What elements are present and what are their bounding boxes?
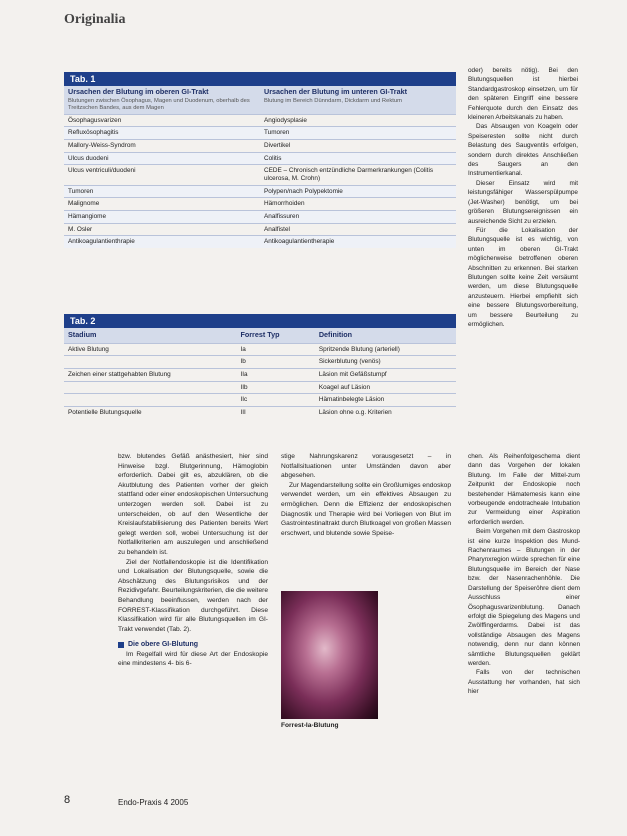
paragraph: Beim Vorgehen mit dem Gastroskop ist eine kurze Inspektion des Mund-Rachenraumes – Blutungen in der Pharynxregion würde sprechen für eine Blutungsquelle im Bereich der Nase bzw. der Nasenrachenhöhle. Die Darstellung der Speiseröhre dient dem Ausschluss einer Ösophagusvarizenblutung. Danach erfolgt die Spiegelung des Magens und Zwölffingerdarms. Dabei ist das vollständige Absaugen des Magens notwendig, denn nur dann können sämtliche Blutungsquellen geklärt werden. xyxy=(468,528,580,667)
definition-cell: Hämatinbelegte Läsion xyxy=(315,394,456,407)
table-1-header-right-sub: Blutung im Bereich Dünndarm, Dickdarm und Rektum xyxy=(264,97,402,104)
photo-caption: Forrest-Ia-Blutung xyxy=(281,722,339,729)
upper-gi-cause-cell: Ulcus ventriculi/duodeni xyxy=(64,165,260,185)
table-row xyxy=(64,407,456,419)
table-row xyxy=(64,394,456,407)
definition-cell: Spritzende Blutung (arteriell) xyxy=(315,343,456,356)
table-row xyxy=(64,152,456,165)
definition-cell: Läsion mit Gefäßstumpf xyxy=(315,369,456,382)
upper-gi-cause-cell: Mallory-Weiss-Syndrom xyxy=(64,139,260,152)
table-2-header-stadium: Stadium xyxy=(64,328,236,343)
table-row xyxy=(64,211,456,224)
lower-gi-cause-cell: Hämorrhoiden xyxy=(260,198,456,211)
table-row xyxy=(64,127,456,140)
paragraph: Das Absaugen von Koageln oder Speiseresten sollte nicht durch Belastung des Saugventils erfolgen, sondern durch direktes Anschließen des Saugers an den Instrumentierkanal. xyxy=(468,123,578,178)
stadium-cell xyxy=(64,381,236,394)
upper-gi-cause-cell: Refluxösophagitis xyxy=(64,127,260,140)
table-1-header-left-sub: Blutungen zwischen Ösophagus, Magen und Duodenum, oberhalb des Treitzschen Bandes, aus dem Magen xyxy=(68,97,250,111)
page-number: 8 xyxy=(64,794,71,806)
lower-gi-cause-cell: Divertikel xyxy=(260,139,456,152)
stadium-cell: Aktive Blutung xyxy=(64,343,236,356)
table-1-label: Tab. 1 xyxy=(64,72,456,86)
upper-gi-cause-cell: Malignome xyxy=(64,198,260,211)
text-column-1 xyxy=(118,452,268,669)
table-row xyxy=(64,165,456,185)
paragraph: Zur Magendarstellung sollte ein Großlumiges endoskop verwendet werden, um ein effektives Absaugen zu ermöglichen. Denn die Effizienz der endoskopischen Diagnostik und Therapie wird bei Vorliegen von Blut im Gastrointestinaltrakt durch Blutkoagel von großen Massen erschwert, und blutende sowie Speise- xyxy=(281,481,451,537)
stadium-cell xyxy=(64,356,236,369)
paragraph: Ziel der Notfallendoskopie ist die Identifikation und Lokalisation der Blutungsquelle, sowie die Abschätzung des Blutungsrisikos und der Rezidivgefahr. Beurteilungskriterien, die die weitere Behandlung beeinflussen, werden nach der FORREST-Klassifikation durchgeführt. Diese Klassifikation wird für alle Blutungsquellen im GI-Trakt verwendet (Tab. 2). xyxy=(118,558,268,633)
paragraph: bzw. blutendes Gefäß anästhesiert, hier sind Hinweise bzgl. Blutgerinnung, Hämoglobin erforderlich. Dabei gilt es, abzuklären, ob die Akutblutung des Patienten vorher der gleich stattfand oder einer endoskopischen Untersuchung unterzogen werden soll. Dabei ist zu unterscheiden, ob auf den Wesentliche der Kreislaufstabilisierung des Patienten bereits Wert gelegt werden soll, wobei Untersuchung ist der Notfallkriterien am auszulegen und anschließend zu behandeln ist. xyxy=(118,453,268,556)
definition-cell: Koagel auf Läsion xyxy=(315,381,456,394)
stadium-cell: Potentielle Blutungsquelle xyxy=(64,407,236,419)
upper-gi-cause-cell: M. Osler xyxy=(64,223,260,236)
paragraph: Dieser Einsatz wird mit leistungsfähiger Wasserspülpumpe (Jet-Washer) benötigt, um bei größeren Blutungsereignissen ein ausreichende Sicht zu erzielen. xyxy=(468,179,578,225)
lower-gi-cause-cell: Angiodysplasie xyxy=(260,114,456,127)
upper-gi-cause-cell: Tumoren xyxy=(64,185,260,198)
text-column-2 xyxy=(281,452,451,538)
table-2-grid xyxy=(64,328,456,419)
table-1-header-right: Ursachen der Blutung im unteren GI-Trakt Blutung im Bereich Dünndarm, Dickdarm und Rektum xyxy=(260,86,456,114)
table-1 xyxy=(64,72,456,248)
paragraph: Im Regelfall wird für diese Art der Endoskopie eine mindestens 4- bis 6- xyxy=(118,650,268,668)
forrest-type-cell: IIc xyxy=(236,394,314,407)
section-label: Originalia xyxy=(64,12,126,27)
table-row xyxy=(64,223,456,236)
table-row xyxy=(64,185,456,198)
table-1-grid xyxy=(64,86,456,248)
endoscopy-photo xyxy=(281,591,378,719)
forrest-type-cell: Ia xyxy=(236,343,314,356)
table-row xyxy=(64,381,456,394)
table-2-label: Tab. 2 xyxy=(64,314,456,328)
table-row xyxy=(64,114,456,127)
text-column-3-bottom xyxy=(468,452,580,697)
subheading: Die obere GI-Blutung xyxy=(118,640,268,650)
stadium-cell xyxy=(64,394,236,407)
table-1-header-left: Ursachen der Blutung im oberen GI-Trakt Blutungen zwischen Ösophagus, Magen und Duodenum, oberhalb des Treitzschen Bandes, aus dem Magen xyxy=(64,86,260,114)
upper-gi-cause-cell: Hämangiome xyxy=(64,211,260,224)
lower-gi-cause-cell: CEDE – Chronisch entzündliche Darmerkrankungen (Colitis ulcerosa, M. Crohn) xyxy=(260,165,456,185)
paragraph: Für die Lokalisation der Blutungsquelle ist es wichtig, von unten im oberen GI-Trakt möglicherweise betroffenen oberen Abschnitten zu erkennen. Bei starken Blutungen sollte keine Zeit versäumt werden, um diese Blutungsquelle anzusteuern. Hierbei empfiehlt sich eine bessere Blutungsvorbereitung, um bessere Beurteilung zu ermöglichen. xyxy=(468,226,578,328)
table-2-header-definition: Definition xyxy=(315,328,456,343)
lower-gi-cause-cell: Colitis xyxy=(260,152,456,165)
lower-gi-cause-cell: Analfistel xyxy=(260,223,456,236)
table-row xyxy=(64,369,456,382)
definition-cell: Läsion ohne o.g. Kriterien xyxy=(315,407,456,419)
text-column-3-top xyxy=(468,66,578,329)
lower-gi-cause-cell: Tumoren xyxy=(260,127,456,140)
table-row xyxy=(64,236,456,248)
forrest-type-cell: Ib xyxy=(236,356,314,369)
table-row xyxy=(64,139,456,152)
lower-gi-cause-cell: Analfissuren xyxy=(260,211,456,224)
journal-footer: Endo-Praxis 4 2005 xyxy=(118,798,189,807)
table-row xyxy=(64,343,456,356)
upper-gi-cause-cell: Antikoagulantienthrapie xyxy=(64,236,260,248)
lower-gi-cause-cell: Polypen/nach Polypektomie xyxy=(260,185,456,198)
square-bullet-icon xyxy=(118,642,124,648)
lower-gi-cause-cell: Antikoagulantientherapie xyxy=(260,236,456,248)
paragraph: Falls von der technischen Ausstattung her vorhanden, hat sich hier xyxy=(468,669,580,696)
paragraph: stige Nahrungskarenz vorausgesetzt – in Notfallsituationen unter Umständen davon aber abgesehen. xyxy=(281,453,451,480)
upper-gi-cause-cell: Ösophagusvarizen xyxy=(64,114,260,127)
stadium-cell: Zeichen einer stattgehabten Blutung xyxy=(64,369,236,382)
forrest-type-cell: III xyxy=(236,407,314,419)
paragraph: chen. Als Reihenfolgeschema dient dann das Vorgehen der lokalen Blutung. Im Falle der Mittel-zum Zeitpunkt der Endoskopie noch bestehender Hämatemesis kann eine vorbeugende endotracheale Intubation zur Vermeidung einer Aspiration erforderlich werden. xyxy=(468,453,580,526)
definition-cell: Sickerblutung (venös) xyxy=(315,356,456,369)
table-row xyxy=(64,356,456,369)
forrest-type-cell: IIb xyxy=(236,381,314,394)
table-2-header-forrest: Forrest Typ xyxy=(236,328,314,343)
forrest-type-cell: IIa xyxy=(236,369,314,382)
paragraph: oder) bereits nötig). Bei den Blutungsquellen ist hierbei Standardgastroskop einsetzen, um für den späteren Eingriff eine bessere Fehlerquote durch den Einsatz des kleineren Arbeitskanals zu haben. xyxy=(468,67,578,122)
upper-gi-cause-cell: Ulcus duodeni xyxy=(64,152,260,165)
table-2 xyxy=(64,314,456,419)
table-row xyxy=(64,198,456,211)
